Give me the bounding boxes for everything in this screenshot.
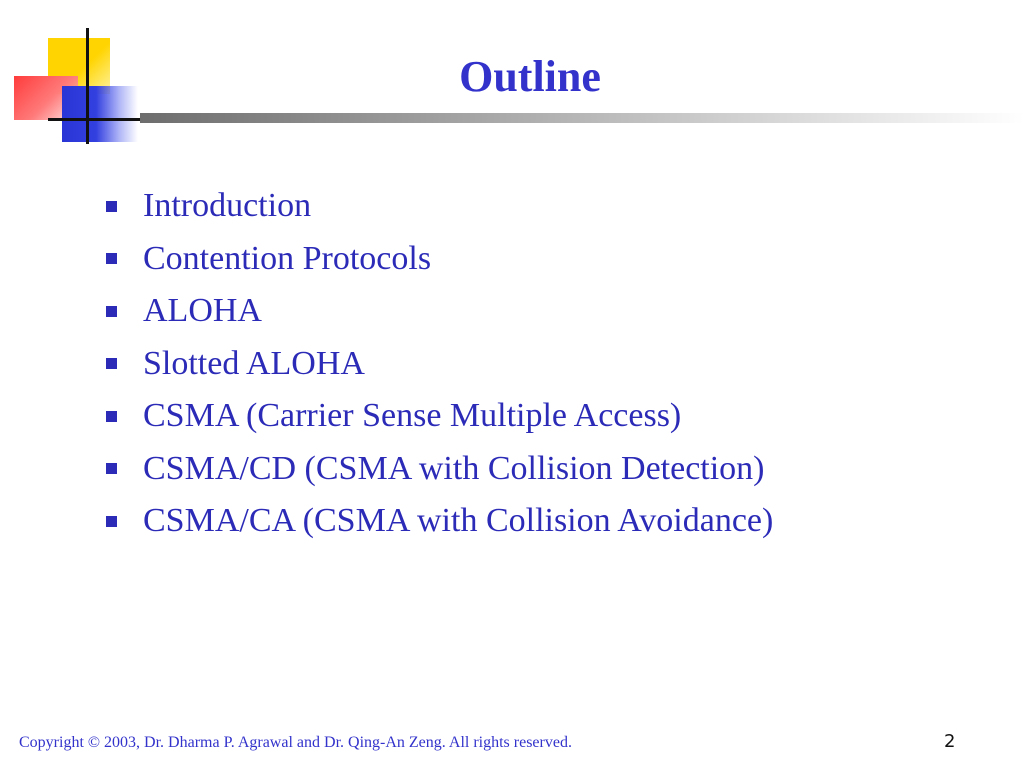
square-bullet-icon (106, 516, 117, 527)
bullet-text: Introduction (143, 187, 312, 225)
title-underline-rule (140, 113, 1024, 123)
bullet-item-aloha (106, 285, 773, 338)
bullet-item-slotted-aloha (106, 338, 773, 391)
bullet-text: CSMA/CD (CSMA with Collision Detection) (143, 449, 765, 487)
bullet-item-contention-protocols (106, 233, 773, 286)
bullet-text: CSMA/CA (CSMA with Collision Avoidance) (143, 502, 774, 540)
bullet-text: Slotted ALOHA (143, 344, 365, 382)
slide-title: Outline (459, 52, 601, 101)
bullet-item-csma-ca (106, 495, 773, 548)
bullet-text: ALOHA (143, 292, 262, 330)
square-bullet-icon (106, 463, 117, 474)
square-bullet-icon (106, 411, 117, 422)
bullet-item-csma (106, 390, 773, 443)
bullet-item-csma-cd (106, 443, 773, 496)
bullet-text: Contention Protocols (143, 239, 432, 277)
bullet-list (106, 180, 773, 548)
copyright-footer: Copyright © 2003, Dr. Dharma P. Agrawal and Dr. Qing-An Zeng. All rights reserved. (19, 734, 572, 751)
bullet-item-introduction (106, 180, 773, 233)
page-number: 2 (944, 731, 956, 752)
square-bullet-icon (106, 253, 117, 264)
square-bullet-icon (106, 306, 117, 317)
square-bullet-icon (106, 201, 117, 212)
square-bullet-icon (106, 358, 117, 369)
bullet-text: CSMA (Carrier Sense Multiple Access) (143, 397, 682, 435)
